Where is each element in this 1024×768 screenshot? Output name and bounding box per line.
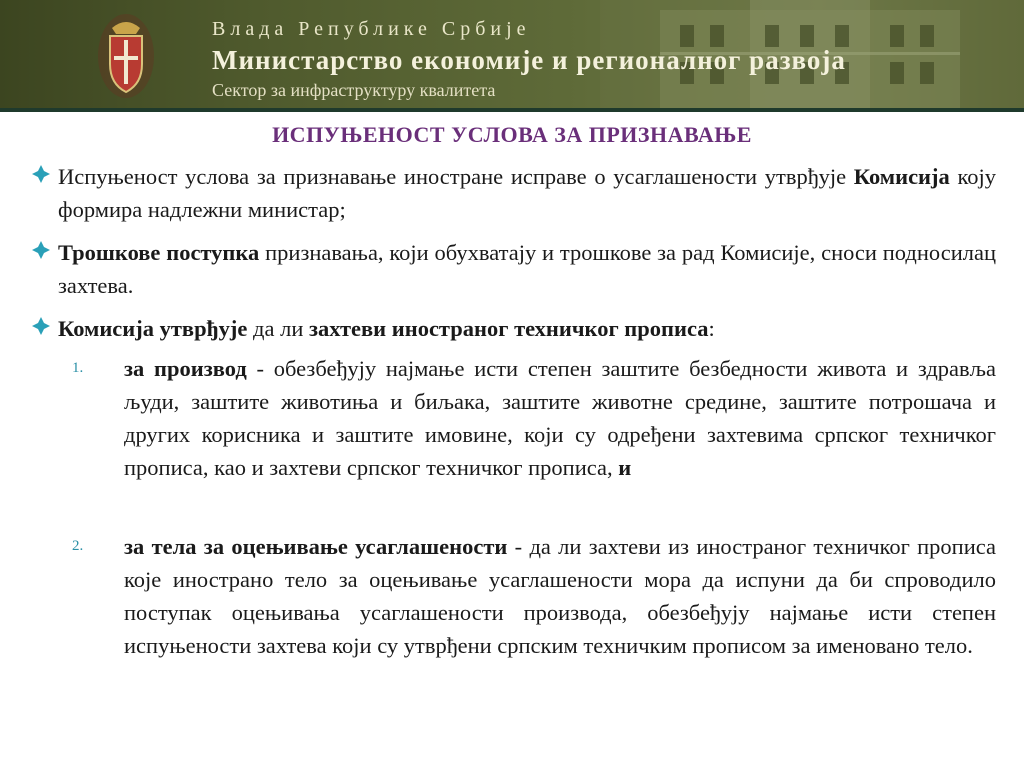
bullet-bold-part: Трошкове поступка	[58, 240, 260, 265]
diamond-bullet-icon	[30, 163, 52, 185]
item-number: 1.	[72, 360, 84, 376]
bullet-item	[30, 312, 996, 345]
bullet-item	[30, 160, 996, 226]
item-text-part: - да ли захтеви из иностраног техничког прописа које инострано тело за оцењивање усаглашености мора да испуни да би спроводило поступак оцењивања усаглашености производа, обезбеђују најмање исти степен испуњености захтева који су утврђени српским техничким прописом за именовано тело.	[124, 534, 996, 658]
slide-title: ИСПУЊЕНОСТ УСЛОВА ЗА ПРИЗНАВАЊЕ	[272, 122, 752, 147]
diamond-bullet-icon	[30, 315, 52, 337]
bullet-text-part: :	[708, 316, 715, 341]
bullet-item	[30, 236, 996, 302]
government-name: Влада Републике Србије	[212, 18, 531, 40]
bullet-text	[58, 160, 996, 226]
bullet-bold-part: Комисија утврђује	[58, 316, 248, 341]
diamond-bullet-icon	[30, 239, 52, 261]
bullet-text	[58, 236, 996, 302]
item-text-part: - обезбеђују најмање исти степен заштите безбедности живота и здравља људи, заштите животиња и биљака, заштите животне средине, заштите потрошача и других корисника и заштите имовине, који су одређени захтевима српског техничког прописа, као и захтеви српског техничког прописа,	[124, 356, 996, 480]
bullet-text-part: да ли	[247, 316, 309, 341]
bullet-text-part: коју формира надлежни министар;	[58, 164, 996, 222]
bullet-bold-part: захтеви иностраног техничког прописа	[309, 316, 709, 341]
numbered-item	[60, 530, 996, 662]
bullet-text-part: признавања, који обухватају и трошкове за рад Комисије, сноси подносилац захтева.	[58, 240, 996, 298]
item-text	[124, 530, 996, 662]
header-divider	[0, 108, 1024, 112]
item-bold-part: за производ	[124, 356, 247, 381]
item-text	[124, 352, 996, 484]
coat-of-arms-icon	[96, 12, 156, 100]
item-number: 2.	[72, 538, 84, 554]
sector-name: Сектор за инфраструктуру квалитета	[212, 80, 496, 100]
header-banner	[0, 0, 1024, 112]
numbered-item	[60, 352, 996, 484]
ministry-name: Министарство економије и регионалног развоја	[212, 45, 846, 75]
bullet-text	[58, 312, 996, 345]
item-bold-part: за тела за оцењивање усаглашености	[124, 534, 508, 559]
item-tail-part: и	[618, 455, 632, 480]
bullet-bold-part: Комисија	[853, 164, 950, 189]
bullet-text-part: Испуњеност услова за признавање иностране исправе о усаглашености утврђује	[58, 164, 854, 189]
